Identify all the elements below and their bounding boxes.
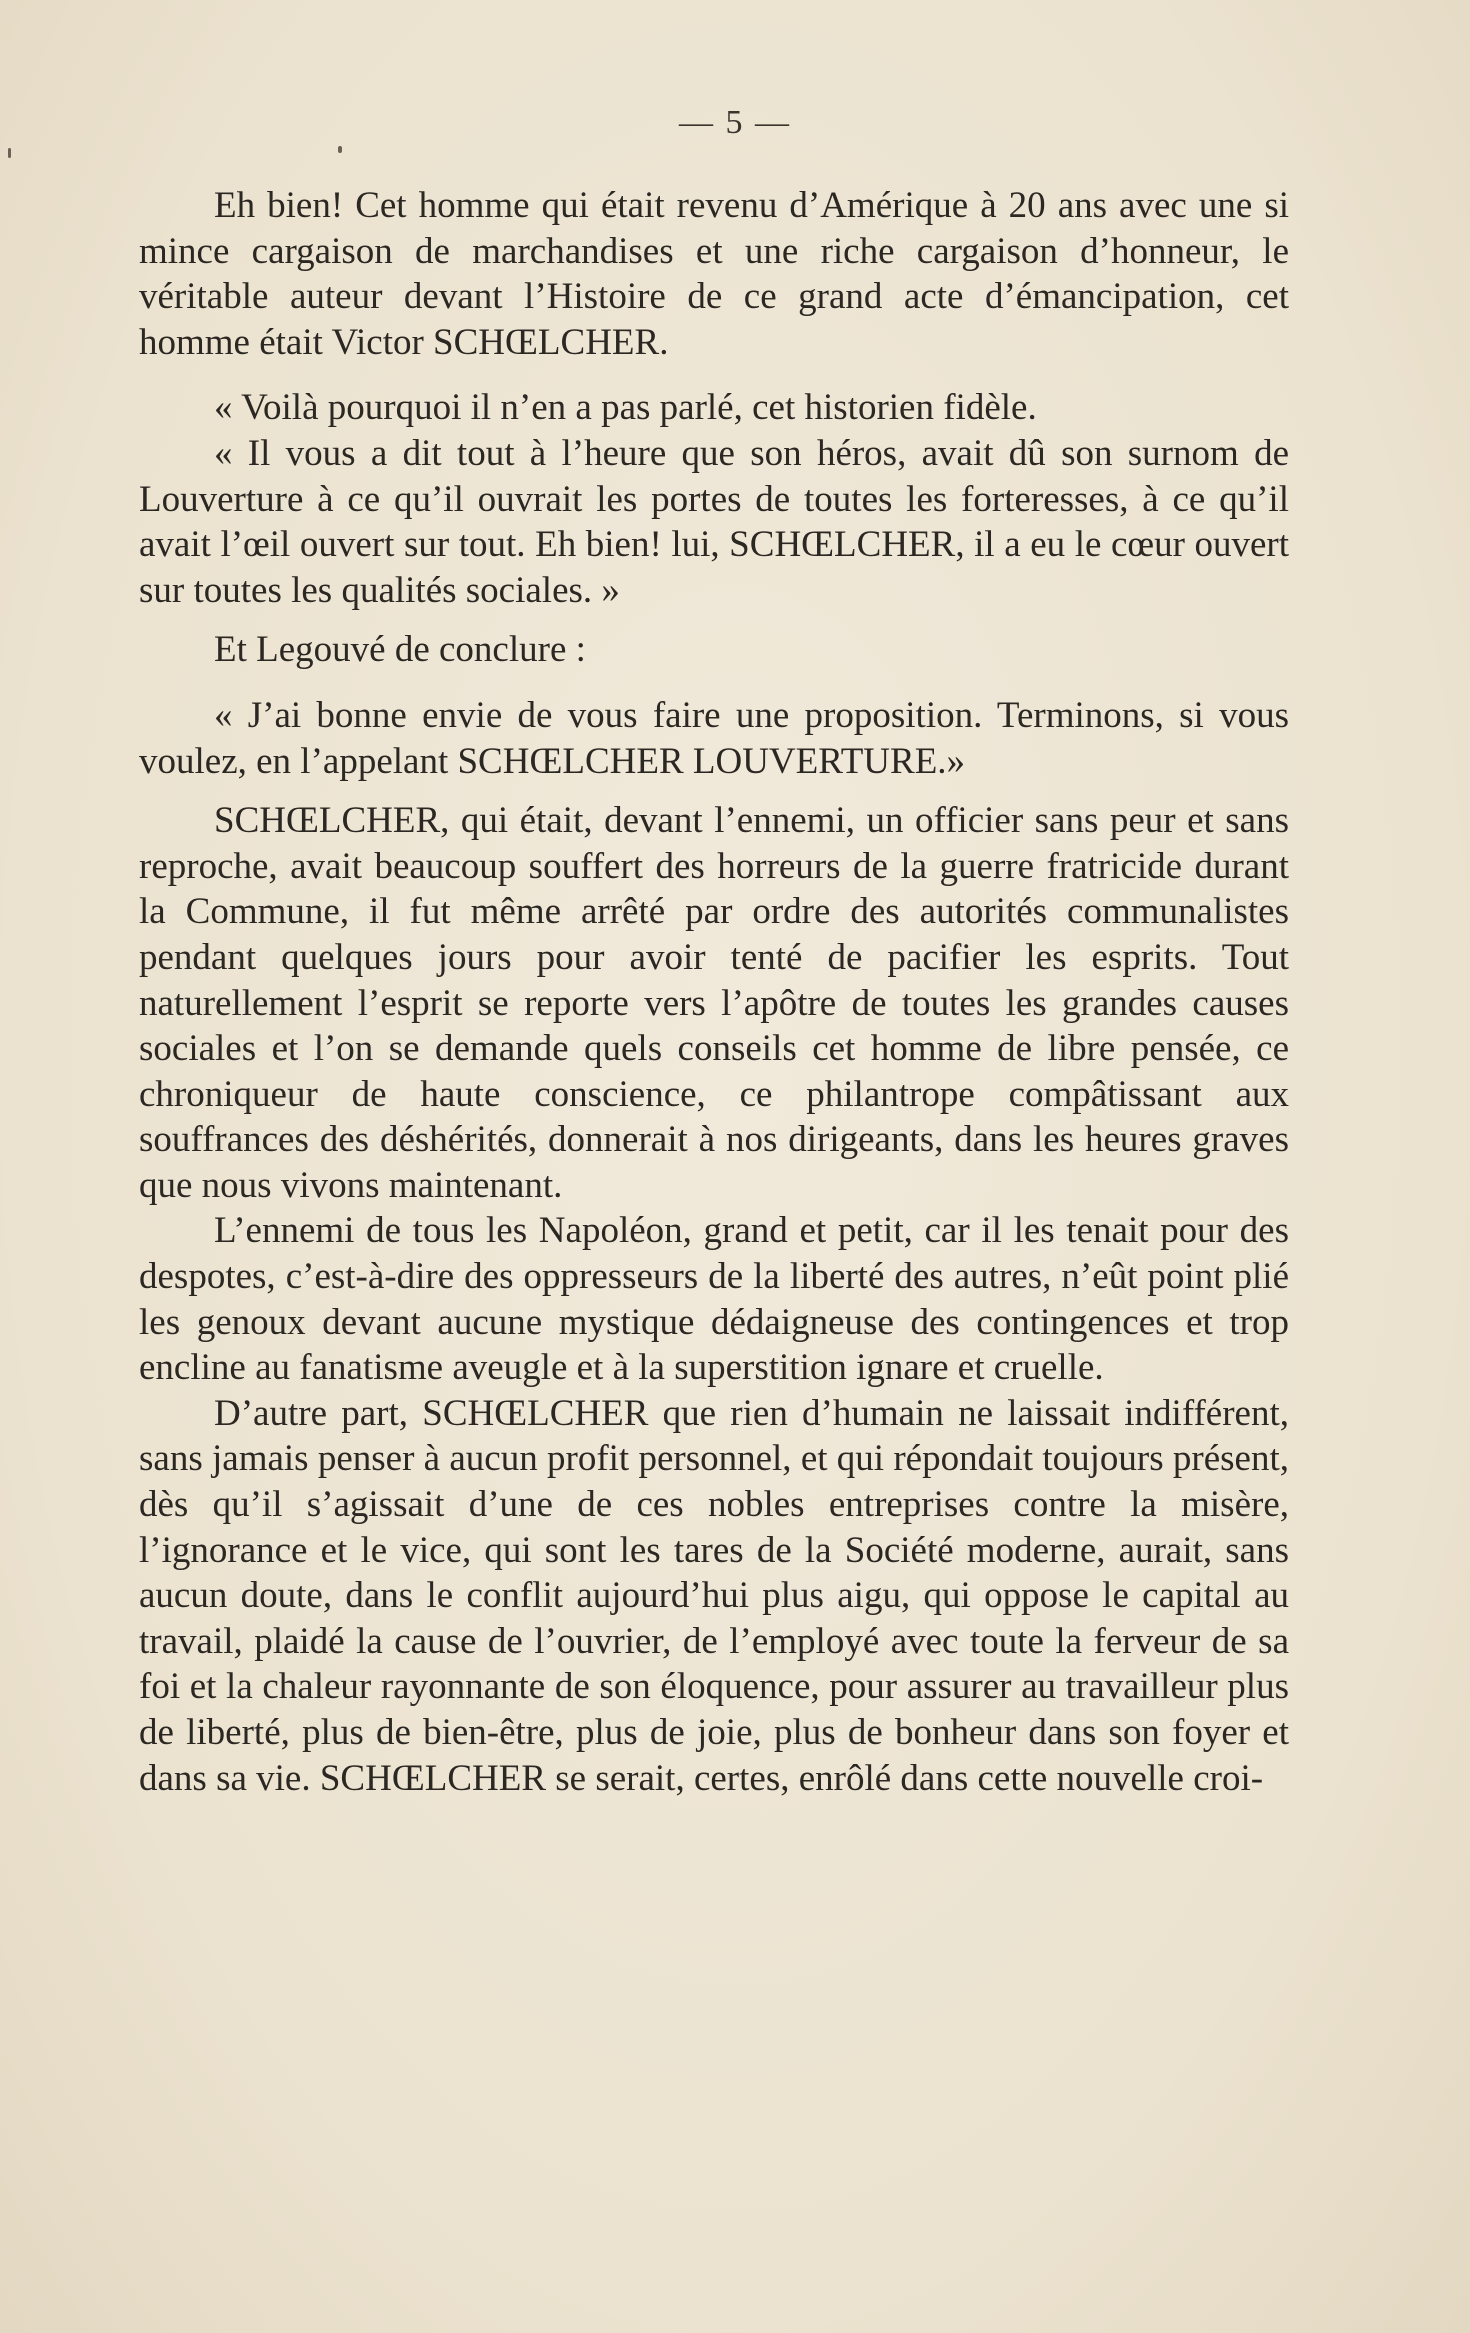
paragraph: D’autre part, SCHŒLCHER que rien d’humain ne laissait indifférent, sans jamais penser à aucun profit personnel, et qui répondait toujours présent, dès qu’il s’agissait d’une de ces nobles entreprises contre la misère, l’ignorance et le vice, qui sont les tares de la Société moderne, aurait, sans aucun doute, dans le conflit aujourd’hui plus aigu, qui oppose le capital au travail, plaidé la cause de l’ouvrier, de l’employé avec toute la ferveur de sa foi et la chaleur rayonnante de son éloquence, pour assurer au travailleur plus de liberté, plus de bien-être, plus de joie, plus de bonheur dans son foyer et dans sa vie. SCHŒLCHER se serait, certes, enrôlé dans cette nouvelle croi- <box>139 1392 1289 1799</box>
paragraph: Eh bien! Cet homme qui était revenu d’Amérique à 20 ans avec une si mince cargaison de marchandises et une riche cargaison d’honneur, le véritable auteur devant l’Histoire de ce grand acte d’émancipation, cet homme était Victor SCHŒLCHER. <box>139 185 1289 363</box>
paragraph: « Voilà pourquoi il n’en a pas parlé, cet historien fidèle. <box>214 387 1037 429</box>
paragraph: SCHŒLCHER, qui était, devant l’ennemi, un officier sans peur et sans reproche, avait beaucoup souffert des horreurs de la guerre fratricide durant la Commune, il fut même arrêté par ordre des autorités communalistes pendant quelques jours pour avoir tenté de pacifier les esprits. Tout naturellement l’esprit se reporte vers l’apôtre de toutes les grandes causes sociales et l’on se demande quels conseils cet homme de libre pensée, ce chroniqueur de haute conscience, ce philantrope compâtissant aux souffrances des déshérités, donnerait à nos dirigeants, dans les heures graves que nous vivons maintenant. <box>139 800 1289 1206</box>
paragraph: « J’ai bonne envie de vous faire une proposition. Terminons, si vous voulez, en l’appelant SCHŒLCHER LOUVERTURE.» <box>139 694 1289 782</box>
page-number: — 5 — <box>679 104 791 141</box>
paragraph: « Il vous a dit tout à l’heure que son héros, avait dû son surnom de Louverture à ce qu’il ouvrait les portes de toutes les forteresses, à ce qu’il avait l’œil ouvert sur tout. Eh bien! lui, SCHŒLCHER, il a eu le cœur ouvert sur toutes les qualités sociales. » <box>139 432 1289 611</box>
paragraph: Et Legouvé de conclure : <box>214 629 586 671</box>
paper-speck <box>8 148 11 158</box>
body-text <box>139 183 1289 1801</box>
paragraph: L’ennemi de tous les Napoléon, grand et petit, car il les tenait pour des despotes, c’est-à-dire des oppresseurs de la liberté des autres, n’eût point plié les genoux devant aucune mystique dédaigneuse des contingences et trop encline au fanatisme aveugle et à la superstition ignare et cruelle. <box>139 1210 1289 1389</box>
paper-speck <box>338 146 342 153</box>
